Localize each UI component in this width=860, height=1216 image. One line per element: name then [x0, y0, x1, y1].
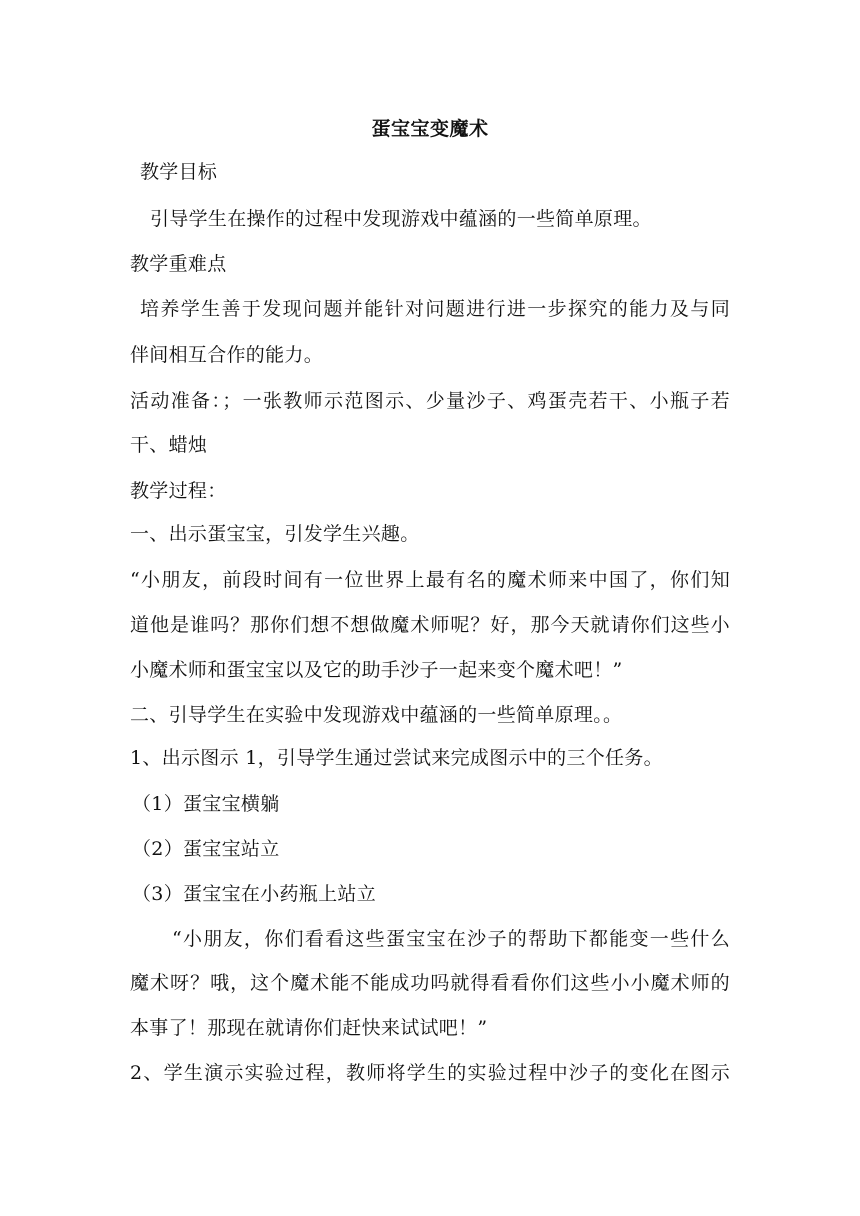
task-item-3: （3）蛋宝宝在小药瓶上站立 — [132, 883, 376, 905]
step-two-item-2: 2、学生演示实验过程，教师将学生的实验过程中沙子的变化在图示 — [130, 1062, 730, 1084]
paragraph-key-points-line-1: 培养学生善于发现问题并能针对问题进行进一步探究的能力及与同 — [140, 298, 730, 320]
step-one-heading: 一、出示蛋宝宝，引发学生兴趣。 — [130, 523, 420, 545]
task-item-1: （1）蛋宝宝横躺 — [132, 793, 280, 815]
step-two-heading: 二、引导学生在实验中发现游戏中蕴涵的一些简单原理。。 — [130, 704, 623, 726]
step-two-item-1: 1、出示图示 1，引导学生通过尝试来完成图示中的三个任务。 — [130, 747, 663, 769]
section-heading-process: 教学过程： — [130, 480, 227, 502]
paragraph-preparation-line-1: 活动准备：；一张教师示范图示、少量沙子、鸡蛋壳若干、小瓶子若 — [130, 390, 730, 412]
dialogue-two-line-2: 魔术呀？哦，这个魔术能不能成功吗就得看看你们这些小小魔术师的 — [130, 972, 730, 994]
paragraph-objective: 引导学生在操作的过程中发现游戏中蕴涵的一些简单原理。 — [150, 208, 652, 230]
paragraph-preparation-line-2: 干、蜡烛 — [130, 434, 208, 456]
task-item-2: （2）蛋宝宝站立 — [132, 838, 280, 860]
dialogue-line-3: 小魔术师和蛋宝宝以及它的助手沙子一起来变个魔术吧！” — [130, 659, 623, 681]
dialogue-two-line-3: 本事了！那现在就请你们赶快来试试吧！” — [130, 1017, 488, 1039]
section-heading-objectives: 教学目标 — [140, 161, 218, 183]
paragraph-key-points-line-2: 伴间相互合作的能力。 — [130, 344, 324, 366]
dialogue-two-line-1: “小朋友，你们看看这些蛋宝宝在沙子的帮助下都能变一些什么 — [172, 928, 730, 950]
document-title: 蛋宝宝变魔术 — [371, 118, 489, 140]
dialogue-line-1: “小朋友，前段时间有一位世界上最有名的魔术师来中国了，你们知 — [130, 569, 730, 591]
section-heading-key-points: 教学重难点 — [130, 253, 227, 275]
dialogue-line-2: 道他是谁吗？那你们想不想做魔术师呢？好，那今天就请你们这些小 — [130, 614, 730, 636]
